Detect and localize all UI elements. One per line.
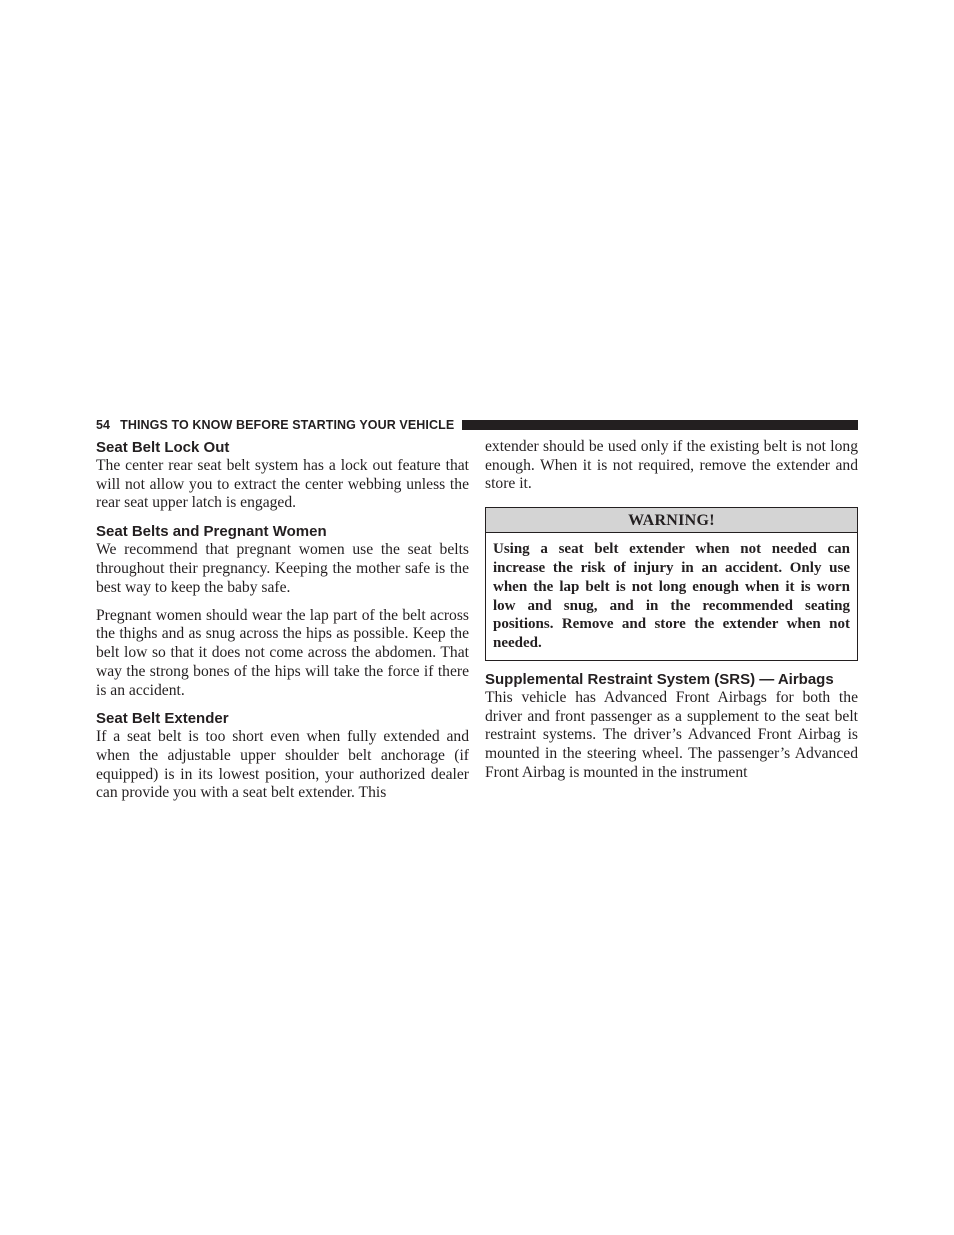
page-number: 54 [96, 418, 111, 432]
header-rule [462, 420, 858, 430]
lock-out-heading: Seat Belt Lock Out [96, 439, 230, 456]
srs-heading: Supplemental Restraint System (SRS) — Airbags [485, 670, 834, 688]
pregnant-para-2: Pregnant women should wear the lap part of the belt across the thighs and as snug across the hips as possible. Keep the belt low so that it does not come across the abdomen. That way the strong bones of the hips will take the force if there is an accident. [96, 606, 469, 699]
lock-out-body: The center rear seat belt system has a lock out feature that will not allow you to extract the center webbing unless the rear seat upper latch is engaged. [96, 457, 469, 512]
page-header [96, 416, 858, 434]
extender-body: If a seat belt is too short even when fully extended and when the adjustable upper shoulder belt anchorage (if equipped) is in its lowest position, your authorized dealer can provide you with a seat belt extender. This [96, 728, 469, 802]
srs-body: This vehicle has Advanced Front Airbags for both the driver and front passenger as a supplement to the seat belt restraint systems. The driver’s Advanced Front Airbag is mounted in the steering wheel. The passenger’s Advanced Front Airbag is mounted in the instrument [485, 688, 858, 781]
warning-box [485, 507, 858, 661]
warning-title: WARNING! [486, 508, 857, 533]
pregnant-heading: Seat Belts and Pregnant Women [96, 523, 327, 541]
extender-heading: Seat Belt Extender [96, 710, 229, 728]
section-title: THINGS TO KNOW BEFORE STARTING YOUR VEHICLE [120, 418, 455, 432]
warning-body: Using a seat belt extender when not needed can increase the risk of injury in an accident. Only use when the lap belt is not long enough when it is worn low and snug, and in the recommended seating positions. Remove and store the extender when not needed. [493, 541, 850, 652]
left-column [96, 438, 469, 803]
right-column [485, 438, 858, 782]
extender-continued: extender should be used only if the existing belt is not long enough. When it is not required, remove the extender and store it. [485, 438, 858, 493]
pregnant-para-1: We recommend that pregnant women use the seat belts throughout their pregnancy. Keeping the mother safe is the best way to keep the baby safe. [96, 541, 469, 596]
